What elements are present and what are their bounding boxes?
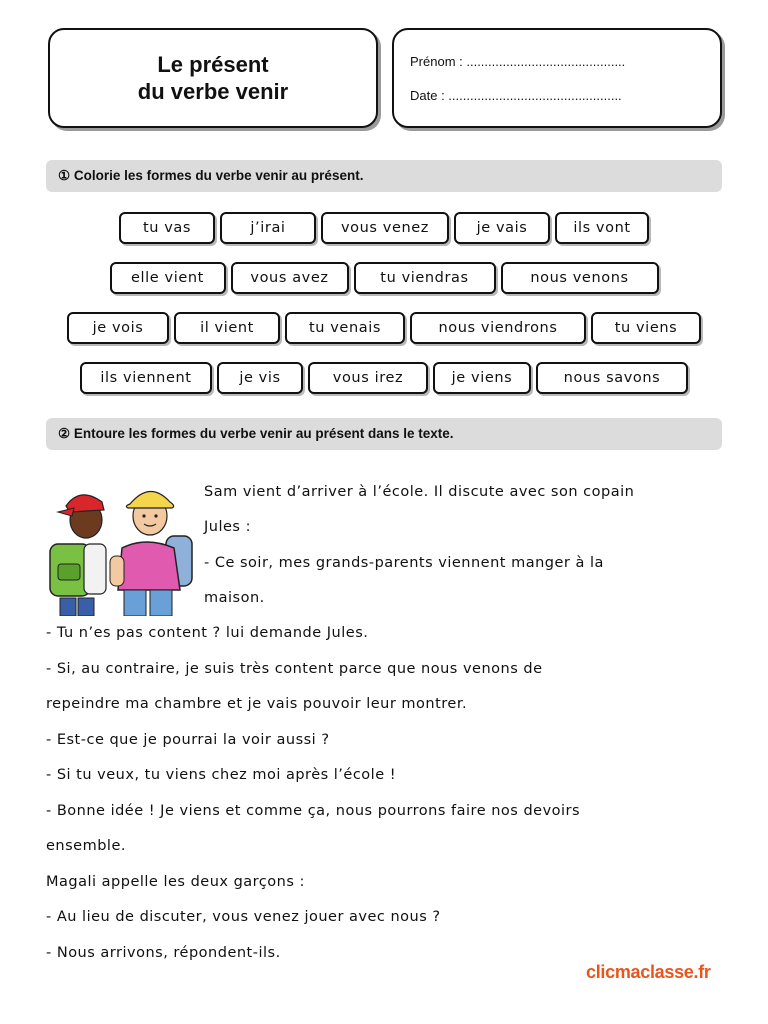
- story-line: - Ce soir, mes grands-parents viennent manger à la: [204, 555, 604, 571]
- verb-chip[interactable]: nous venons: [501, 262, 659, 294]
- verb-chip[interactable]: ils viennent: [80, 362, 212, 394]
- info-box: [392, 28, 722, 128]
- verb-chip[interactable]: tu viens: [591, 312, 701, 344]
- date-field[interactable]: Date : ................................................: [410, 88, 622, 103]
- story-line: - Bonne idée ! Je viens et comme ça, nous pourrons faire nos devoirs: [46, 803, 581, 819]
- exercise-2-instruction: ② Entoure les formes du verbe venir au présent dans le texte.: [46, 418, 722, 450]
- story-line: - Tu n’es pas content ? lui demande Jules.: [46, 625, 369, 641]
- story-line: - Est-ce que je pourrai la voir aussi ?: [46, 732, 330, 748]
- story-line: Jules :: [204, 519, 251, 535]
- story-line: maison.: [204, 590, 265, 606]
- story-line: repeindre ma chambre et je vais pouvoir leur montrer.: [46, 696, 468, 712]
- story-line: ensemble.: [46, 838, 126, 854]
- verb-chip[interactable]: tu vas: [119, 212, 215, 244]
- verb-chip[interactable]: vous venez: [321, 212, 449, 244]
- two-boys-illustration: [46, 478, 196, 616]
- site-logo: clicmaclasse.fr: [586, 962, 711, 982]
- verb-chip-row: [46, 262, 722, 294]
- verb-chip[interactable]: ils vont: [555, 212, 649, 244]
- verb-chip[interactable]: je vis: [217, 362, 303, 394]
- exercise-1-instruction: ① Colorie les formes du verbe venir au présent.: [46, 160, 722, 192]
- verb-chip[interactable]: j’irai: [220, 212, 316, 244]
- story-line: - Au lieu de discuter, vous venez jouer avec nous ?: [46, 909, 441, 925]
- story-line: - Nous arrivons, répondent-ils.: [46, 945, 281, 961]
- title-line-1: Le présent: [157, 52, 269, 77]
- verb-chip-row: [46, 362, 722, 394]
- verb-chip[interactable]: je viens: [433, 362, 531, 394]
- verb-chip[interactable]: nous viendrons: [410, 312, 586, 344]
- verb-chip-row: [46, 312, 722, 344]
- verb-chip[interactable]: tu venais: [285, 312, 405, 344]
- verb-chip[interactable]: elle vient: [110, 262, 226, 294]
- verb-chip[interactable]: tu viendras: [354, 262, 496, 294]
- verb-chip[interactable]: vous irez: [308, 362, 428, 394]
- story-line: Magali appelle les deux garçons :: [46, 874, 305, 890]
- verb-chip[interactable]: nous savons: [536, 362, 688, 394]
- story-line: Sam vient d’arriver à l’école. Il discute avec son copain: [204, 484, 635, 500]
- verb-chip[interactable]: je vais: [454, 212, 550, 244]
- title-line-2: du verbe venir: [137, 79, 289, 104]
- story-line: - Si, au contraire, je suis très content parce que nous venons de: [46, 661, 543, 677]
- verb-chip-row: [46, 212, 722, 244]
- verb-chip[interactable]: il vient: [174, 312, 280, 344]
- verb-chip[interactable]: je vois: [67, 312, 169, 344]
- title-box: [48, 28, 378, 128]
- prenom-field[interactable]: Prénom : ............................................: [410, 54, 626, 69]
- story-line: - Si tu veux, tu viens chez moi après l’école !: [46, 767, 397, 783]
- verb-chip[interactable]: vous avez: [231, 262, 349, 294]
